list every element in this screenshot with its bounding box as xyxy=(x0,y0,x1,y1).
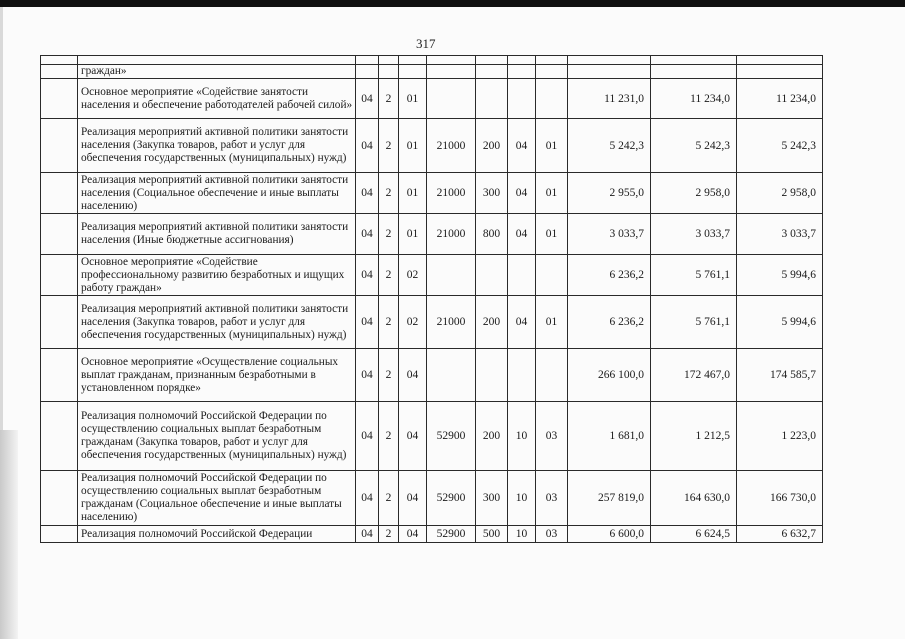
budget-table xyxy=(40,55,823,543)
code-section: 04 xyxy=(356,471,379,526)
value-year-1: 2 955,0 xyxy=(568,173,651,214)
value-year-2: 2 958,0 xyxy=(651,173,737,214)
row-name: Основное мероприятие «Осуществление социальных выплат гражданам, признанным безработными в установленном порядке» xyxy=(78,349,356,402)
value-year-3: 5 242,3 xyxy=(737,119,823,173)
code-subsection xyxy=(536,255,568,296)
code-section: 04 xyxy=(356,119,379,173)
code-subprogram: 2 xyxy=(379,79,399,119)
row-name: Реализация полномочий Российской Федерации xyxy=(78,526,356,543)
code-chapter xyxy=(508,349,536,402)
value-year-1: 266 100,0 xyxy=(568,349,651,402)
value-year-1: 5 242,3 xyxy=(568,119,651,173)
row-marker-cell xyxy=(41,349,78,402)
code-chapter: 10 xyxy=(508,402,536,471)
row-marker-cell xyxy=(41,471,78,526)
row-marker-cell xyxy=(41,296,78,349)
row-name: Реализация полномочий Российской Федерации по осуществлению социальных выплат безработным гражданам (Закупка товаров, работ и услуг для обеспечения государственных (муниципальных) нужд) xyxy=(78,402,356,471)
code-section: 04 xyxy=(356,255,379,296)
table-header-row xyxy=(41,56,823,65)
value-year-3 xyxy=(737,65,823,79)
code-expense-type xyxy=(476,65,508,79)
table-row xyxy=(41,79,823,119)
value-year-3: 3 033,7 xyxy=(737,214,823,255)
scan-top-border xyxy=(0,0,905,7)
code-event xyxy=(399,65,427,79)
code-event: 04 xyxy=(399,471,427,526)
table-row xyxy=(41,471,823,526)
table-row xyxy=(41,296,823,349)
code-expense-type xyxy=(476,79,508,119)
code-section: 04 xyxy=(356,296,379,349)
value-year-2: 5 242,3 xyxy=(651,119,737,173)
code-expense-type xyxy=(476,349,508,402)
value-year-2: 172 467,0 xyxy=(651,349,737,402)
row-marker-cell xyxy=(41,402,78,471)
value-year-3: 1 223,0 xyxy=(737,402,823,471)
code-subsection xyxy=(536,79,568,119)
code-direction: 21000 xyxy=(427,173,476,214)
code-section: 04 xyxy=(356,79,379,119)
scan-mark: - xyxy=(231,50,235,61)
value-year-2: 6 624,5 xyxy=(651,526,737,543)
code-subprogram xyxy=(379,65,399,79)
code-event: 01 xyxy=(399,79,427,119)
code-subprogram: 2 xyxy=(379,296,399,349)
value-year-3: 11 234,0 xyxy=(737,79,823,119)
code-subprogram: 2 xyxy=(379,119,399,173)
scan-shadow xyxy=(0,430,18,639)
code-event: 02 xyxy=(399,296,427,349)
code-subprogram: 2 xyxy=(379,402,399,471)
code-chapter xyxy=(508,65,536,79)
code-subsection: 03 xyxy=(536,526,568,543)
code-subprogram: 2 xyxy=(379,214,399,255)
code-expense-type xyxy=(476,255,508,296)
value-year-3: 5 994,6 xyxy=(737,296,823,349)
table-row xyxy=(41,173,823,214)
value-year-3: 6 632,7 xyxy=(737,526,823,543)
row-name: Реализация мероприятий активной политики занятости населения (Закупка товаров, работ и услуг для обеспечения государственных (муниципальных) нужд) xyxy=(78,119,356,173)
code-section xyxy=(356,65,379,79)
table-row xyxy=(41,65,823,79)
code-direction: 21000 xyxy=(427,214,476,255)
code-direction: 52900 xyxy=(427,471,476,526)
code-expense-type: 800 xyxy=(476,214,508,255)
page-number: 317 xyxy=(416,36,436,51)
code-direction xyxy=(427,65,476,79)
value-year-2: 5 761,1 xyxy=(651,255,737,296)
code-subprogram: 2 xyxy=(379,173,399,214)
code-chapter: 04 xyxy=(508,173,536,214)
code-chapter: 10 xyxy=(508,526,536,543)
table-row xyxy=(41,402,823,471)
value-year-3: 174 585,7 xyxy=(737,349,823,402)
code-direction: 21000 xyxy=(427,296,476,349)
code-subsection: 01 xyxy=(536,296,568,349)
row-name: Основное мероприятие «Содействие профессиональному развитию безработных и ищущих работу граждан» xyxy=(78,255,356,296)
code-section: 04 xyxy=(356,402,379,471)
value-year-2: 164 630,0 xyxy=(651,471,737,526)
code-direction xyxy=(427,255,476,296)
code-event: 04 xyxy=(399,526,427,543)
value-year-3: 166 730,0 xyxy=(737,471,823,526)
value-year-2: 3 033,7 xyxy=(651,214,737,255)
code-direction xyxy=(427,349,476,402)
code-subsection: 03 xyxy=(536,402,568,471)
code-subsection: 01 xyxy=(536,173,568,214)
code-chapter: 10 xyxy=(508,471,536,526)
code-section: 04 xyxy=(356,173,379,214)
table-row xyxy=(41,255,823,296)
value-year-1: 3 033,7 xyxy=(568,214,651,255)
table-row xyxy=(41,526,823,543)
value-year-2: 5 761,1 xyxy=(651,296,737,349)
code-subprogram: 2 xyxy=(379,471,399,526)
value-year-2: 11 234,0 xyxy=(651,79,737,119)
value-year-1: 6 236,2 xyxy=(568,255,651,296)
row-marker-cell xyxy=(41,214,78,255)
row-name: граждан» xyxy=(78,65,356,79)
code-subprogram: 2 xyxy=(379,255,399,296)
row-marker-cell xyxy=(41,79,78,119)
code-expense-type: 200 xyxy=(476,402,508,471)
row-marker-cell xyxy=(41,526,78,543)
code-chapter: 04 xyxy=(508,296,536,349)
code-event: 01 xyxy=(399,173,427,214)
code-direction: 52900 xyxy=(427,402,476,471)
table-row xyxy=(41,214,823,255)
row-marker-cell xyxy=(41,173,78,214)
code-chapter xyxy=(508,255,536,296)
code-chapter: 04 xyxy=(508,119,536,173)
code-section: 04 xyxy=(356,214,379,255)
code-event: 02 xyxy=(399,255,427,296)
table-row xyxy=(41,349,823,402)
code-direction: 21000 xyxy=(427,119,476,173)
value-year-2: 1 212,5 xyxy=(651,402,737,471)
code-chapter: 04 xyxy=(508,214,536,255)
code-subprogram: 2 xyxy=(379,526,399,543)
row-name: Основное мероприятие «Содействие занятости населения и обеспечение работодателей рабочей силой» xyxy=(78,79,356,119)
code-subsection: 01 xyxy=(536,214,568,255)
code-direction: 52900 xyxy=(427,526,476,543)
value-year-3: 5 994,6 xyxy=(737,255,823,296)
value-year-1 xyxy=(568,65,651,79)
row-marker-cell xyxy=(41,255,78,296)
code-expense-type: 300 xyxy=(476,471,508,526)
code-subsection: 03 xyxy=(536,471,568,526)
row-name: Реализация полномочий Российской Федерации по осуществлению социальных выплат безработным гражданам (Социальное обеспечение и иные выплаты населению) xyxy=(78,471,356,526)
row-name: Реализация мероприятий активной политики занятости населения (Иные бюджетные ассигнования) xyxy=(78,214,356,255)
row-marker-cell xyxy=(41,65,78,79)
code-chapter xyxy=(508,79,536,119)
row-name: Реализация мероприятий активной политики занятости населения (Социальное обеспечение и иные выплаты населению) xyxy=(78,173,356,214)
value-year-1: 6 600,0 xyxy=(568,526,651,543)
value-year-1: 6 236,2 xyxy=(568,296,651,349)
row-name: Реализация мероприятий активной политики занятости населения (Закупка товаров, работ и услуг для обеспечения государственных (муниципальных) нужд) xyxy=(78,296,356,349)
code-event: 04 xyxy=(399,349,427,402)
code-direction xyxy=(427,79,476,119)
code-section: 04 xyxy=(356,526,379,543)
code-expense-type: 300 xyxy=(476,173,508,214)
code-section: 04 xyxy=(356,349,379,402)
code-event: 01 xyxy=(399,119,427,173)
value-year-1: 1 681,0 xyxy=(568,402,651,471)
code-expense-type: 500 xyxy=(476,526,508,543)
value-year-3: 2 958,0 xyxy=(737,173,823,214)
code-subsection: 01 xyxy=(536,119,568,173)
value-year-2 xyxy=(651,65,737,79)
code-subsection xyxy=(536,349,568,402)
code-event: 01 xyxy=(399,214,427,255)
row-marker-cell xyxy=(41,119,78,173)
code-subsection xyxy=(536,65,568,79)
value-year-1: 257 819,0 xyxy=(568,471,651,526)
value-year-1: 11 231,0 xyxy=(568,79,651,119)
code-subprogram: 2 xyxy=(379,349,399,402)
table-row xyxy=(41,119,823,173)
code-event: 04 xyxy=(399,402,427,471)
code-expense-type: 200 xyxy=(476,119,508,173)
code-expense-type: 200 xyxy=(476,296,508,349)
